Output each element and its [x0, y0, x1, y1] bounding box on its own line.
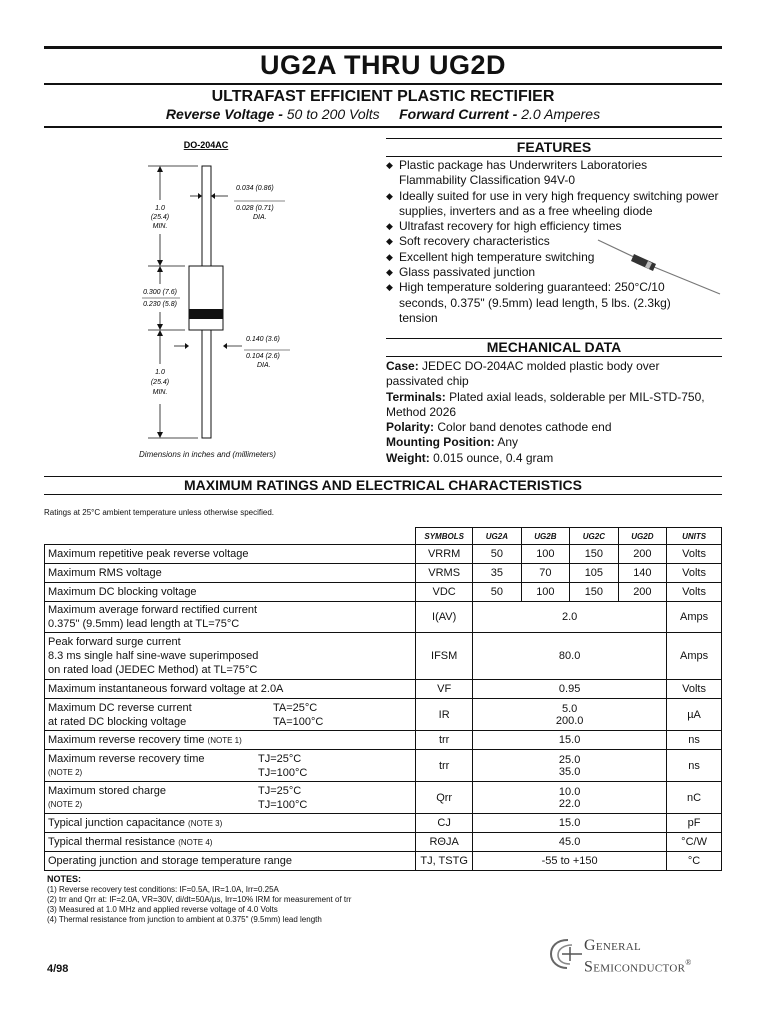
dim-bot-lead-2: (25.4): [150, 379, 170, 386]
col-ug2c: UG2C: [570, 528, 619, 545]
weight-line: Weight: 0.015 ounce, 0.4 gram: [386, 450, 554, 465]
reverse-voltage-value: 50 to 200 Volts: [286, 106, 380, 122]
cathode-band: [189, 309, 223, 319]
page-title: UG2A THRU UG2D: [259, 50, 507, 80]
table-row: Maximum instantaneous forward voltage at 2.0A VF 0.95 Volts: [45, 680, 722, 699]
dim-top-lead-3: MIN.: [152, 223, 168, 230]
notes: [47, 874, 351, 925]
date-code: 4/98: [47, 963, 69, 975]
table-row: Maximum DC blocking voltage VDC 50 100 150 200 Volts: [45, 583, 722, 602]
note-2: (2) trr and Qrr at: IF=2.0A, VR=30V, di/dt=50A/µs, Irr=10% IRM for measurement of trr: [47, 895, 352, 904]
dim-body-len-2: 0.230 (5.8): [143, 301, 177, 308]
rating-summary: [44, 106, 722, 122]
dim-body-dia-unit: DIA.: [257, 362, 271, 369]
dim-lead-dia-2: 0.028 (0.71): [236, 205, 274, 212]
dim-lead-dia-unit: DIA.: [253, 214, 267, 221]
table-row: Operating junction and storage temperature range TJ, TSTG -55 to +150 °C: [45, 852, 722, 871]
table-row: Maximum repetitive peak reverse voltage VRRM 50 100 150 200 Volts: [45, 545, 722, 564]
table-row: Maximum DC reverse current TA=25°C at rated DC blocking voltage TA=100°C IR 5.0 200.0 µA: [45, 699, 722, 731]
logo-line-2: Semiconductor®: [584, 958, 692, 976]
table-row: Maximum stored charge TJ=25°C (NOTE 2) TJ=100°C Qrr 10.0 22.0 nC: [45, 782, 722, 814]
feature-item: ◆ Ultrafast recovery for high efficiency times: [386, 219, 716, 234]
forward-current-value: 2.0 Amperes: [521, 106, 601, 122]
company-logo-icon: [548, 937, 584, 971]
bottom-lead: [202, 330, 211, 438]
table-row: Maximum reverse recovery time TJ=25°C (NOTE 2) TJ=100°C trr 25.0 35.0 ns: [45, 750, 722, 782]
top-lead: [202, 166, 211, 266]
dim-lead-dia-1: 0.034 (0.86): [236, 185, 274, 192]
feature-item: ◆ High temperature soldering guaranteed: 250°C/10 seconds, 0.375" (9.5mm) lead length, 5 lbs. (2.3kg) tension: [386, 280, 689, 326]
mech-bottom-rule: [386, 356, 722, 357]
dim-bot-lead-1: 1.0: [155, 369, 165, 376]
product-subtitle: ULTRAFAST EFFICIENT PLASTIC RECTIFIER: [211, 88, 555, 105]
note-3: (3) Measured at 1.0 MHz and applied reverse voltage of 4.0 Volts: [47, 905, 278, 914]
diagram-caption: Dimensions in inches and (millimeters): [139, 450, 276, 459]
table-row: Typical junction capacitance (NOTE 3) CJ 15.0 pF: [45, 814, 722, 833]
diode-body: [189, 266, 223, 330]
ratings-heading: MAXIMUM RATINGS AND ELECTRICAL CHARACTERISTICS: [184, 477, 582, 493]
dim-bot-lead-3: MIN.: [152, 389, 168, 396]
feature-item: ◆ Glass passivated junction: [386, 265, 716, 280]
case-line: Case: JEDEC DO-204AC molded plastic body over passivated chip: [386, 359, 660, 389]
polarity-line: Polarity: Color band denotes cathode end: [386, 420, 612, 435]
table-header-row: [45, 528, 722, 545]
mechanical-heading: MECHANICAL DATA: [486, 339, 622, 355]
forward-current-label: Forward Current -: [399, 106, 518, 122]
dim-top-lead-1: 1.0: [155, 205, 165, 212]
package-name: DO-204AC: [183, 140, 229, 150]
terminals-line: Terminals: Plated axial leads, solderable per MIL-STD-750, Method 2026: [386, 389, 705, 419]
table-row: Typical thermal resistance (NOTE 4) RΘJA 45.0 °C/W: [45, 833, 722, 852]
feature-item: ◆ Excellent high temperature switching: [386, 250, 716, 265]
col-ug2b: UG2B: [521, 528, 570, 545]
dim-body-dia-2: 0.104 (2.6): [246, 353, 280, 360]
note-4: (4) Thermal resistance from junction to ambient at 0.375" (9.5mm) lead length: [47, 915, 322, 924]
table-row: Maximum reverse recovery time (NOTE 1) trr 15.0 ns: [45, 731, 722, 750]
mounting-line: Mounting Position: Any: [386, 435, 518, 450]
col-symbols: SYMBOLS: [416, 528, 473, 545]
subtitle-rule: [44, 126, 722, 128]
table-row: Peak forward surge current 8.3 ms single half sine-wave superimposed on rated load (JEDEC Method) at TL=75°C IFSM 80.0 Amps: [45, 633, 722, 680]
dim-body-dia-1: 0.140 (3.6): [246, 336, 280, 343]
dim-top-lead-2: (25.4): [150, 214, 170, 221]
company-logo-text: [584, 937, 692, 975]
feature-item: ◆ Ideally suited for use in very high frequency switching power supplies, inverters and as a free wheeling diode: [386, 189, 729, 220]
logo-line-1: General: [584, 937, 642, 954]
diode-photo: [596, 236, 724, 296]
notes-heading: NOTES:: [47, 874, 82, 884]
table-row: Maximum RMS voltage VRMS 35 70 105 140 Volts: [45, 564, 722, 583]
col-ug2d: UG2D: [618, 528, 667, 545]
dim-body-len-1: 0.300 (7.6): [143, 289, 177, 296]
top-rule: [44, 46, 722, 49]
note-1: (1) Reverse recovery test conditions: IF=0.5A, IR=1.0A, Irr=0.25A: [47, 885, 279, 894]
feature-item: ◆ Plastic package has Underwriters Laboratories Flammability Classification 94V-0: [386, 158, 669, 189]
feature-item: ◆ Soft recovery characteristics: [386, 234, 716, 249]
package-outline-diagram: [110, 134, 310, 464]
title-rule: [44, 83, 722, 85]
col-units: UNITS: [667, 528, 722, 545]
ratings-condition: Ratings at 25°C ambient temperature unless otherwise specified.: [44, 508, 274, 517]
features-heading: FEATURES: [516, 139, 592, 155]
reverse-voltage-label: Reverse Voltage -: [165, 106, 283, 122]
table-row: Maximum average forward rectified current 0.375" (9.5mm) lead length at TL=75°C I(AV) 2.0 Amps: [45, 602, 722, 633]
ratings-bottom-rule: [44, 494, 722, 495]
ratings-table: [44, 527, 722, 871]
col-ug2a: UG2A: [473, 528, 522, 545]
features-bottom-rule: [386, 156, 722, 157]
mechanical-data: [386, 359, 726, 466]
